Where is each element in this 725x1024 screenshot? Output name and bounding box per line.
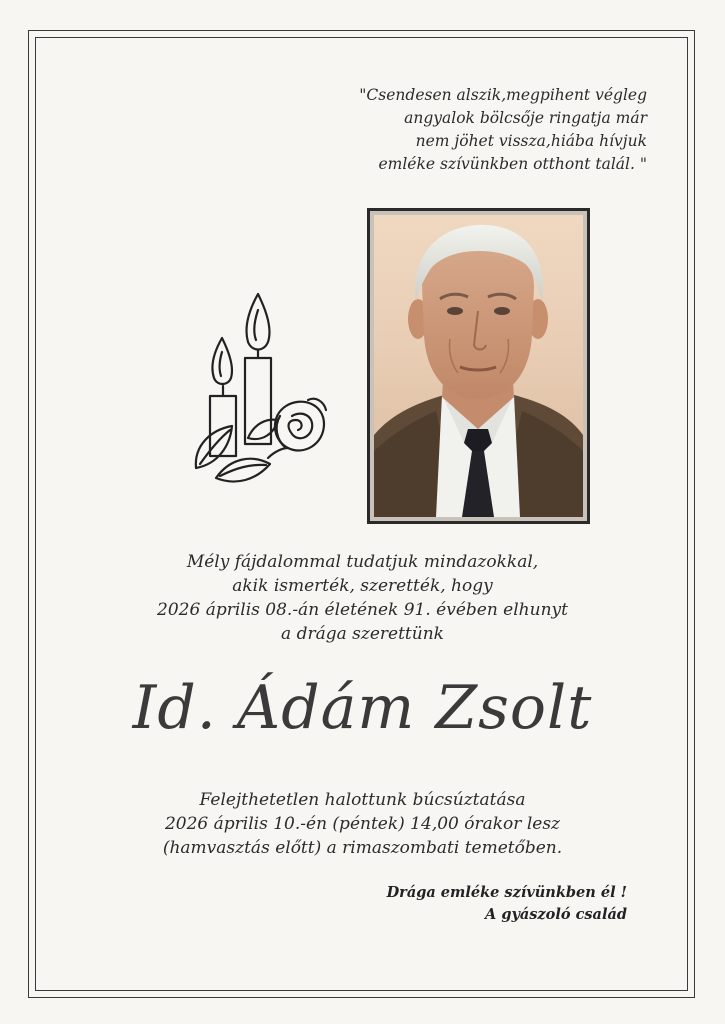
memorial-quote <box>307 84 647 176</box>
funeral-line: 2026 április 10.-én (péntek) 14,00 órakor lesz <box>164 814 560 834</box>
closing-text <box>327 882 627 926</box>
funeral-line: Felejthetetlen halottunk búcsúztatása <box>199 790 526 810</box>
announcement-text <box>0 550 725 646</box>
announcement-line: Mély fájdalommal tudatjuk mindazokkal, <box>186 552 539 572</box>
announcement-line: akik ismerték, szerették, hogy <box>232 576 493 596</box>
funeral-line: (hamvasztás előtt) a rimaszombati temetőben. <box>162 838 563 858</box>
portrait-photo <box>374 215 583 517</box>
quote-line: emléke szívünkben otthont talál. " <box>378 155 647 173</box>
announcement-line: 2026 április 08.-án életének 91. évében elhunyt <box>157 600 568 620</box>
deceased-name: Id. Ádám Zsolt <box>132 673 593 743</box>
closing-line: Drága emléke szívünkben él ! <box>386 884 627 901</box>
quote-line: "Csendesen alszik,megpihent végleg <box>359 86 647 104</box>
portrait-frame <box>367 208 590 524</box>
closing-line: A gyászoló család <box>485 906 627 923</box>
quote-line: angyalok bölcsője ringatja már <box>404 109 647 127</box>
candles-with-rose-icon <box>190 288 330 498</box>
quote-line: nem jöhet vissza,hiába hívjuk <box>415 132 647 150</box>
funeral-details <box>0 788 725 860</box>
announcement-line: a drága szerettünk <box>281 624 444 644</box>
